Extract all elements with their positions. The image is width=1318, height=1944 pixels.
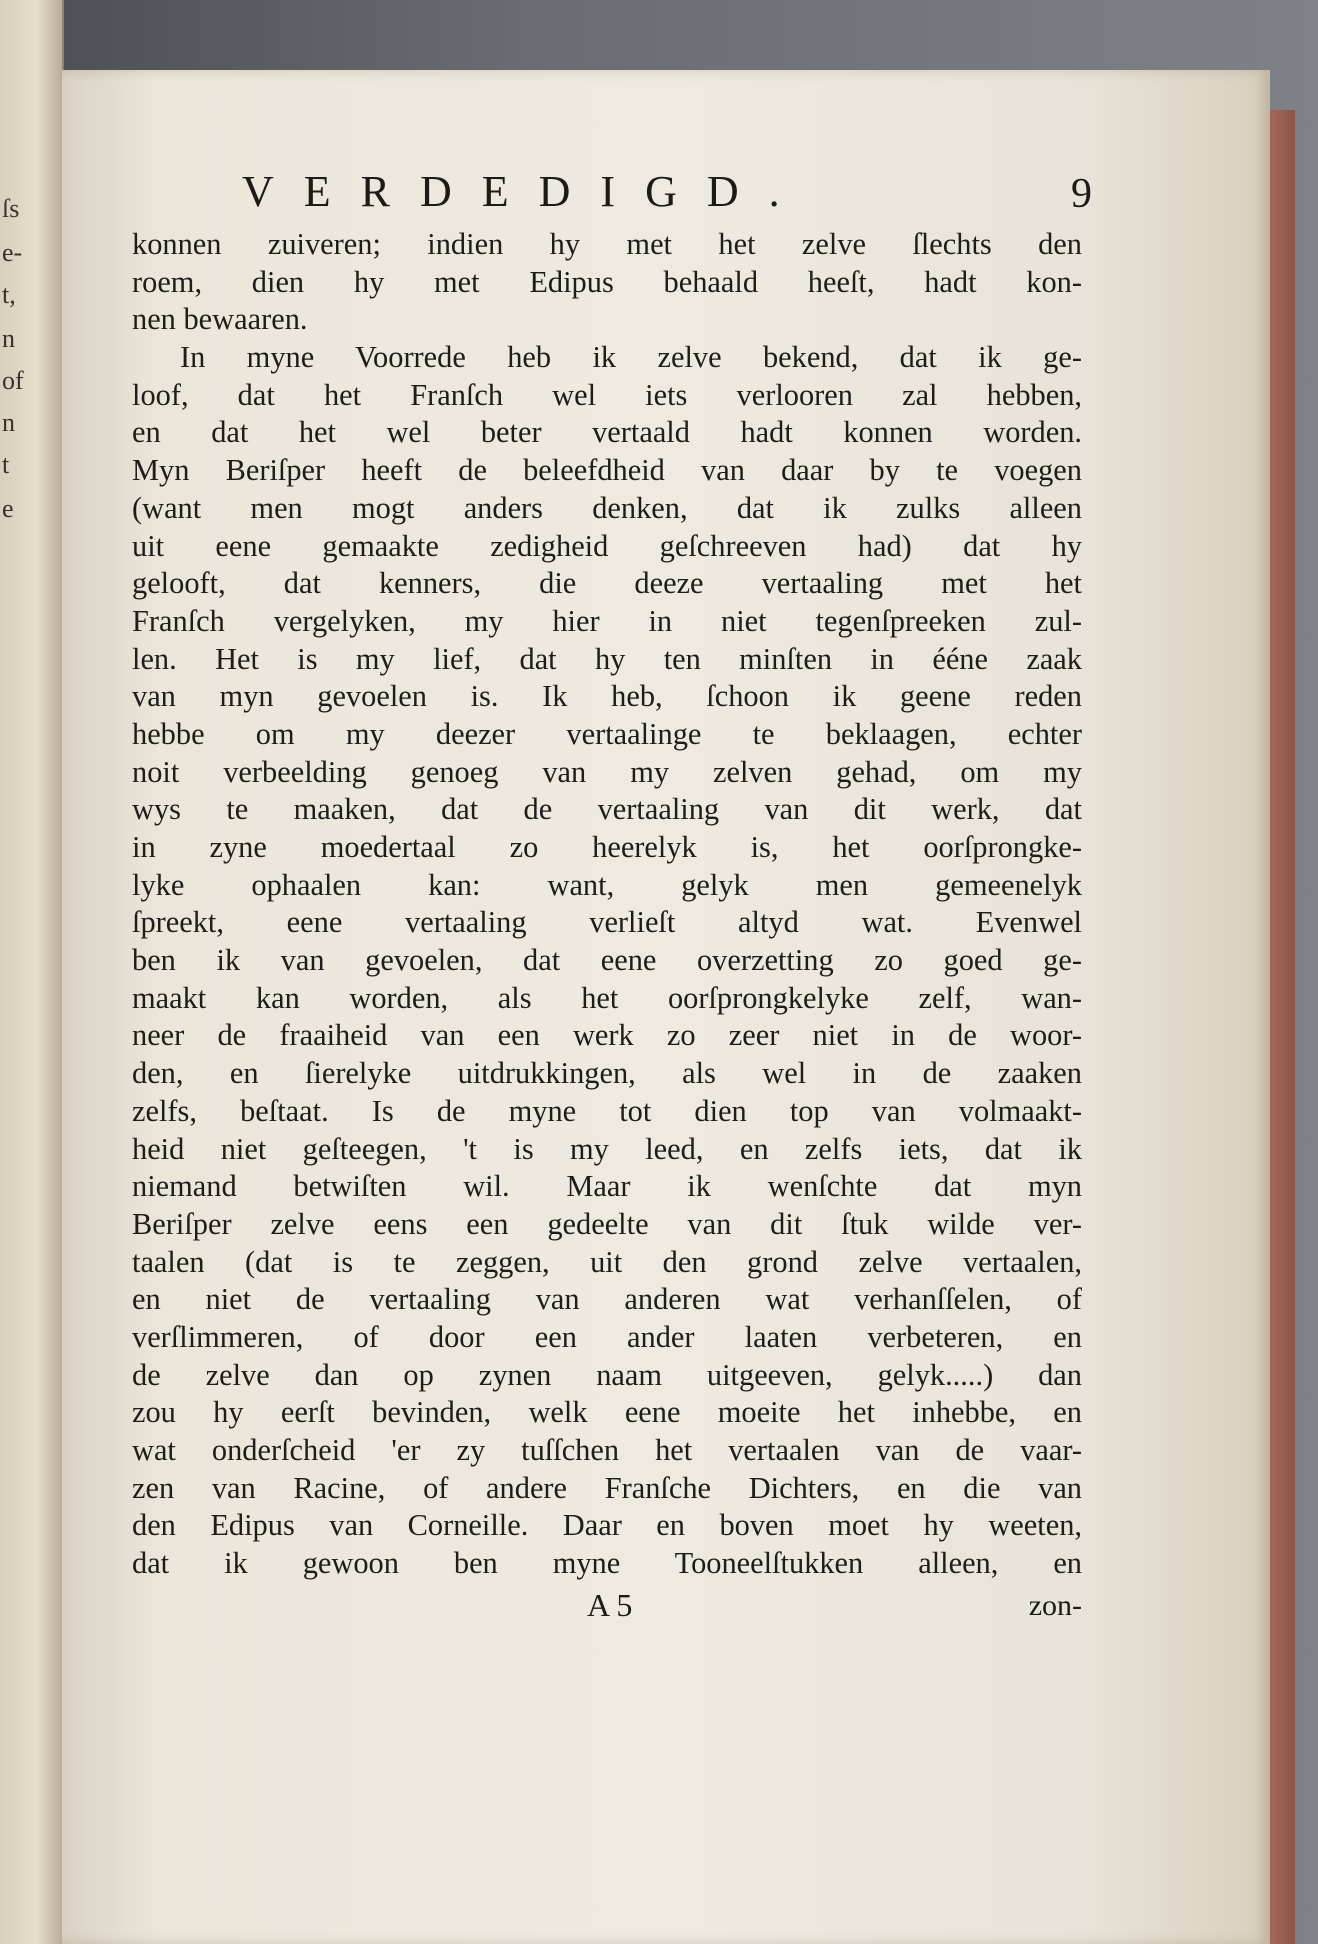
facing-page-fragment: n bbox=[2, 324, 15, 353]
facing-page-fragment: t, bbox=[2, 280, 16, 309]
text-line: (want men mogt anders denken, dat ik zulks alleen bbox=[132, 490, 1082, 525]
text-line: in zyne moedertaal zo heerelyk is, het oorſprongke- bbox=[132, 830, 1082, 864]
text-line: konnen zuiveren; indien hy met het zelve ſlechts den bbox=[132, 227, 1082, 261]
page-number: 9 bbox=[1071, 171, 1092, 217]
text-line: loof, dat het Franſch wel iets verlooren zal hebben, bbox=[132, 377, 1082, 412]
text-line: Beriſper zelve eens een gedeelte van dit ſtuk wilde ver- bbox=[132, 1206, 1082, 1241]
facing-page-fragment: of bbox=[2, 366, 24, 395]
facing-page-fragment: e- bbox=[2, 238, 23, 267]
catchword: zon- bbox=[1028, 1588, 1082, 1622]
text-line: wys te maaken, dat de vertaaling van dit werk, dat bbox=[132, 792, 1082, 827]
text-line: noit verbeelding genoeg van my zelven gehad, om my bbox=[132, 754, 1082, 789]
signature-mark: A 5 bbox=[587, 1586, 633, 1623]
text-line: roem, dien hy met Edipus behaald heeſt, hadt kon- bbox=[132, 264, 1082, 299]
text-line: Myn Beriſper heeft de beleefdheid van daar by te voegen bbox=[132, 453, 1082, 488]
facing-page-fragment: n bbox=[2, 408, 15, 437]
text-line: lyke ophaalen kan: want, gelyk men gemeenelyk bbox=[132, 867, 1082, 902]
body-text bbox=[132, 226, 1082, 1583]
text-line: en dat het wel beter vertaald hadt konnen worden. bbox=[132, 415, 1082, 450]
page-text-block bbox=[132, 166, 1092, 1637]
text-line: neer de fraaiheid van een werk zo zeer niet in de woor- bbox=[132, 1018, 1082, 1053]
text-line: niemand betwiſten wil. Maar ik wenſchte dat myn bbox=[132, 1169, 1082, 1204]
text-line: heid niet geſteegen, 't is my leed, en zelfs iets, dat ik bbox=[132, 1131, 1082, 1166]
text-line: zen van Racine, of andere Franſche Dichters, en die van bbox=[132, 1470, 1082, 1505]
text-line: van myn gevoelen is. Ik heb, ſchoon ik geene reden bbox=[132, 679, 1082, 714]
text-line: en niet de vertaaling van anderen wat verhanſſelen, of bbox=[132, 1282, 1082, 1317]
text-line: gelooft, dat kenners, die deeze vertaaling met het bbox=[132, 566, 1082, 601]
page-header bbox=[132, 166, 1092, 226]
text-line: verſlimmeren, of door een ander laaten verbeteren, en bbox=[132, 1319, 1082, 1354]
text-line: Franſch vergelyken, my hier in niet tegenſpreeken zul- bbox=[132, 603, 1082, 638]
text-line: de zelve dan op zynen naam uitgeeven, gelyk.....) dan bbox=[132, 1357, 1082, 1392]
text-line: den Edipus van Corneille. Daar en boven moet hy weeten, bbox=[132, 1508, 1082, 1543]
text-line: taalen (dat is te zeggen, uit den grond zelve vertaalen, bbox=[132, 1244, 1082, 1279]
page-footer bbox=[132, 1587, 1082, 1637]
facing-page-fragment: ſs bbox=[2, 194, 20, 223]
running-head: VERDEDIGD. bbox=[242, 167, 810, 216]
text-line: wat onderſcheid 'er zy tuſſchen het vertaalen van de vaar- bbox=[132, 1433, 1082, 1467]
text-line: dat ik gewoon ben myne Tooneelſtukken alleen, en bbox=[132, 1546, 1082, 1581]
text-line: hebbe om my deezer vertaalinge te beklaagen, echter bbox=[132, 716, 1082, 751]
text-line: In myne Voorrede heb ik zelve bekend, dat ik ge- bbox=[180, 340, 1082, 375]
text-line: ben ik van gevoelen, dat eene overzetting zo goed ge- bbox=[132, 943, 1082, 978]
text-line: ſpreekt, eene vertaaling verlieſt altyd wat. Evenwel bbox=[132, 905, 1082, 940]
facing-page-edge bbox=[0, 0, 64, 1944]
text-line: den, en ſierelyke uitdrukkingen, als wel in de zaaken bbox=[132, 1056, 1082, 1091]
text-line: zou hy eerſt bevinden, welk eene moeite het inhebbe, en bbox=[132, 1395, 1082, 1430]
text-line: uit eene gemaakte zedigheid geſchreeven had) dat hy bbox=[132, 528, 1082, 563]
facing-page-fragment: t bbox=[2, 450, 10, 479]
text-line: len. Het is my lief, dat hy ten minſten in ééne zaak bbox=[132, 641, 1082, 676]
facing-page-fragment: e bbox=[2, 494, 14, 523]
text-line: maakt kan worden, als het oorſprongkelyke zelf, wan- bbox=[132, 980, 1082, 1015]
text-line: nen bewaaren. bbox=[132, 302, 308, 337]
text-line: zelfs, beſtaat. Is de myne tot dien top van volmaakt- bbox=[132, 1093, 1082, 1128]
